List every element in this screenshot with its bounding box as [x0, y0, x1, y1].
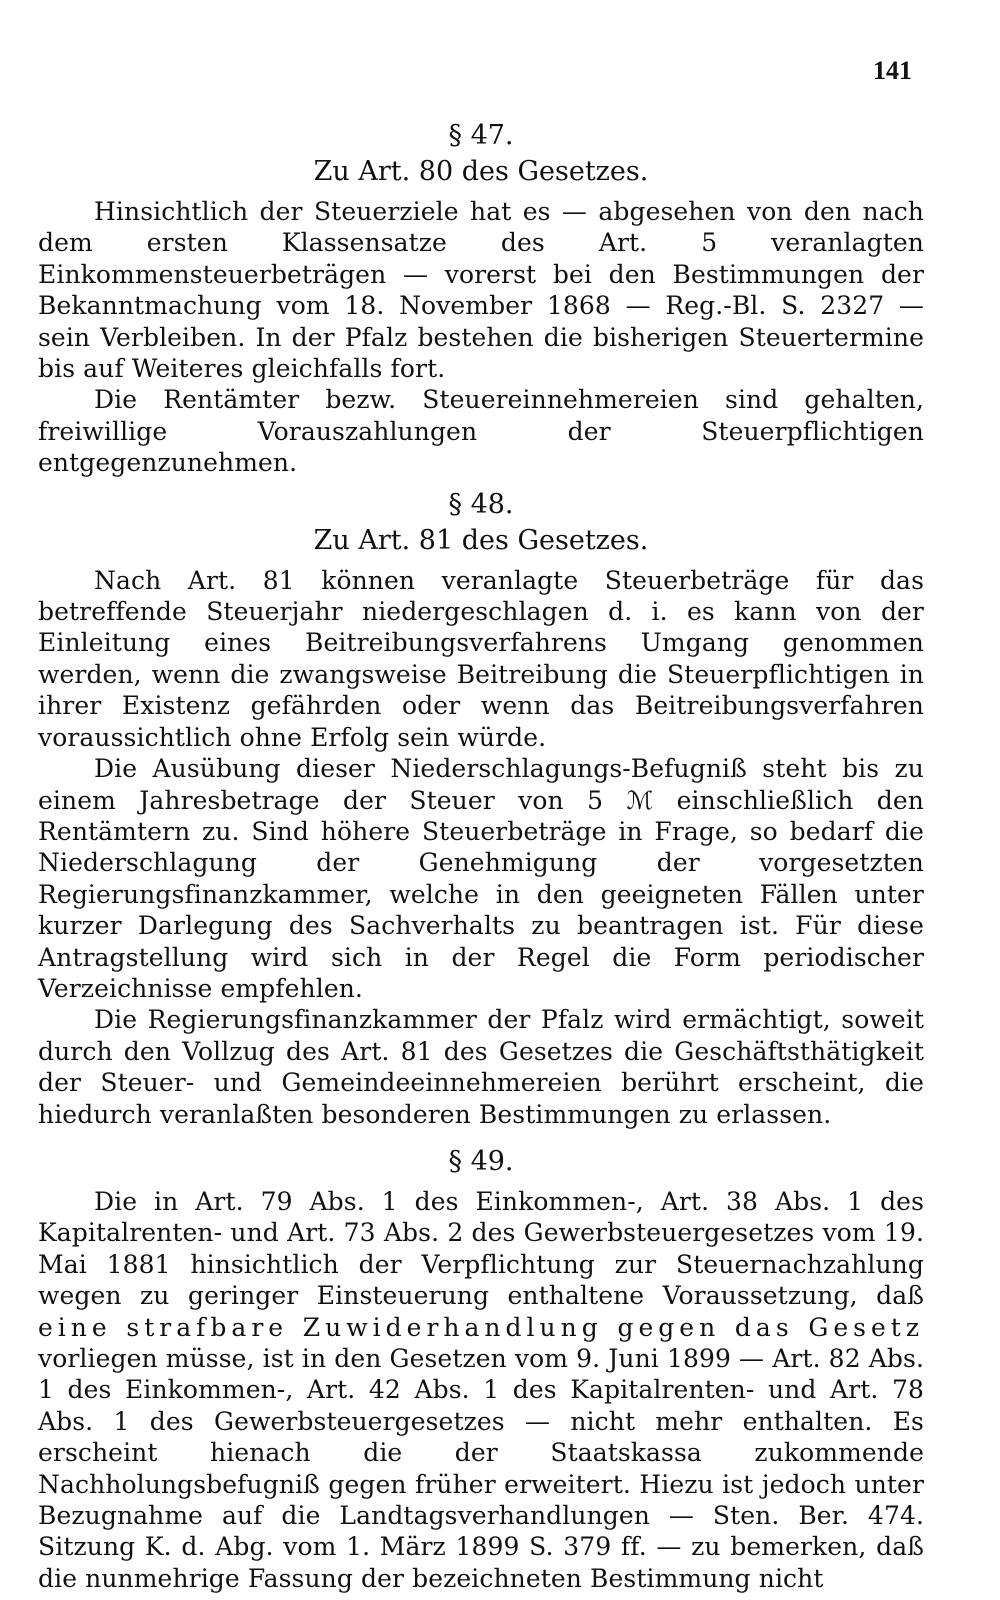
section-subtitle: Zu Art. 81 des Gesetzes. — [313, 524, 649, 556]
page-number: 141 — [873, 56, 912, 85]
section-48 — [38, 487, 924, 1130]
section-49 — [38, 1144, 924, 1594]
paragraph — [38, 1186, 924, 1594]
paragraph-text: vorliegen müsse, ist in den Gesetzen vom 9. Juni 1899 — Art. 82 Abs. 1 des Einkommen-, Art. 42 Abs. 1 des Kapitalrenten- und Art. 78 Abs. 1 des Gewerbsteuergesetzes — nicht mehr enthalten. Es erscheint hienach die der Staatskassa zukommende Nachholungsbefugniß gegen früher erweitert. Hiezu ist jedoch unter Bezugnahme auf die Landtagsverhandlungen — Sten. Ber. 474. Sitzung K. d. Abg. vom 1. März 1899 S. 379 ff. — zu bemerken, daß die nunmehrige Fassung der bezeichneten Bestimmung nicht — [38, 1344, 924, 1593]
section-heading: § 49. — [448, 1145, 514, 1177]
paragraph: Die Regierungsfinanzkammer der Pfalz wird ermächtigt, soweit durch den Vollzug des Art. 81 des Gesetzes die Geschäftsthätigkeit der Steuer- und Gemeindeeinnehmereien berührt erscheint, die hiedurch veranlaßten besonderen Bestimmungen zu erlassen. — [38, 1005, 924, 1129]
paragraph: Die Ausübung dieser Niederschlagungs-Befugniß steht bis zu einem Jahresbetrage der Steuer von 5 ℳ einschließlich den Rentämtern zu. Sind höhere Steuerbeträge in Frage, so bedarf die Niederschlagung der Genehmigung der vorgesetzten Regierungsfinanzkammer, welche in den geeigneten Fällen unter kurzer Darlegung des Sachverhalts zu beantragen ist. Für diese Antragstellung wird sich in der Regel die Form periodischer Verzeichnisse empfehlen. — [38, 754, 924, 1003]
paragraph: Hinsichtlich der Steuerziele hat es — abgesehen von den nach dem ersten Klassensatze des Art. 5 veranlagten Einkommensteuerbeträgen — vorerst bei den Bestimmungen der Bekanntmachung vom 18. November 1868 — Reg.-Bl. S. 2327 — sein Verbleiben. In der Pfalz bestehen die bisherigen Steuertermine bis auf Weiteres gleichfalls fort. — [38, 197, 924, 384]
section-heading: § 48. — [448, 488, 514, 520]
emphasized-text: eine strafbare Zuwiderhandlung gegen das Gesetz — [38, 1312, 924, 1342]
section-subtitle: Zu Art. 80 des Gesetzes. — [313, 156, 649, 187]
paragraph-text: Die in Art. 79 Abs. 1 des Einkommen-, Art. 38 Abs. 1 des Kapitalrenten- und Art. 73 Abs. 2 des Gewerbsteuergesetzes vom 19. Mai 1881 hinsichtlich der Verpflichtung zur Steuernachzahlung wegen zu geringer Einsteuerung enthaltene Voraussetzung, daß — [38, 1186, 924, 1311]
page-content — [38, 118, 924, 1594]
paragraph: Nach Art. 81 können veranlagte Steuerbeträge für das betreffende Steuerjahr niedergeschlagen d. i. es kann von der Einleitung eines Beitreibungsverfahrens Umgang genommen werden, wenn die zwangsweise Beitreibung die Steuerpflichtigen in ihrer Existenz gefährden oder wenn das Beitreibungsverfahren voraussichtlich ohne Erfolg sein würde. — [38, 565, 924, 752]
paragraph: Die Rentämter bezw. Steuereinnehmereien sind gehalten, freiwillige Vorauszahlungen der Steuerpflichtigen entgegenzunehmen. — [38, 385, 924, 478]
section-heading: § 47. — [448, 120, 514, 151]
section-47 — [38, 118, 924, 479]
